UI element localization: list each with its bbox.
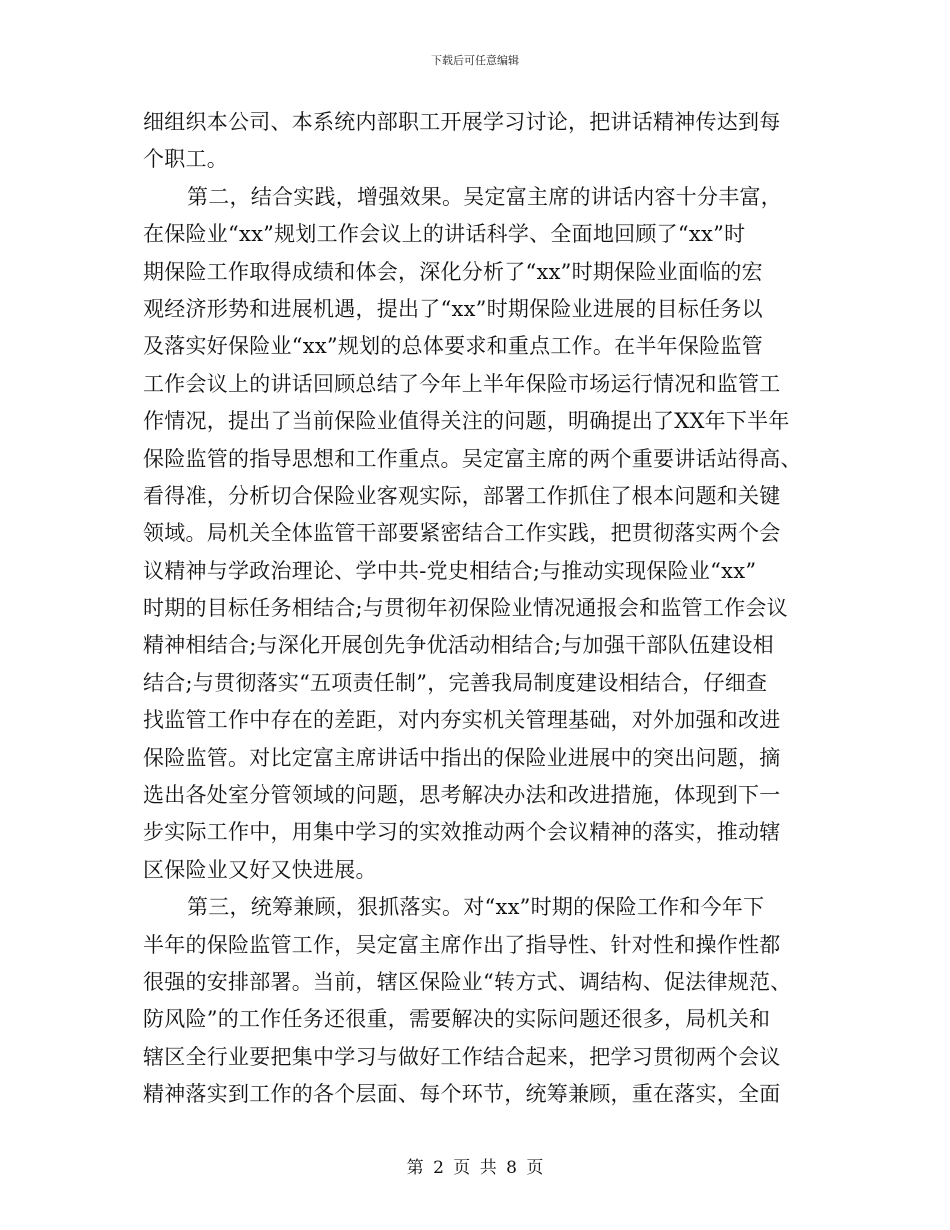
text-line: 保险监管。对比定富主席讲话中指出的保险业进展中的突出问题，摘	[143, 745, 781, 770]
document-body	[143, 104, 803, 1114]
text-line: 及落实好保险业“xx”规划的总体要求和重点工作。在半年保险监管	[143, 334, 763, 359]
text-line: 议精神与学政治理论、学中共-党史相结合;与推动实现保险业“xx”	[143, 558, 757, 583]
text-line: 精神相结合;与深化开展创先争优活动相结合;与加强干部队伍建设相	[143, 633, 774, 658]
page-header: 下载后可任意编辑	[431, 54, 519, 67]
paragraph-start-line: 第三，统筹兼顾，狠抓落实。对“xx”时期的保险工作和今年下	[187, 895, 765, 920]
text-line: 在保险业“xx”规划工作会议上的讲话科学、全面地回顾了“xx”时	[143, 222, 746, 247]
text-line: 期保险工作取得成绩和体会，深化分析了“xx”时期保险业面临的宏	[143, 259, 763, 284]
text-line: 选出各处室分管领域的问题，思考解决办法和改进措施，体现到下一	[143, 783, 781, 808]
text-line: 保险监管的指导思想和工作重点。吴定富主席的两个重要讲话站得高、	[143, 446, 802, 471]
text-line: 观经济形势和进展机遇，提出了“xx”时期保险业进展的目标任务以	[143, 296, 763, 321]
text-line: 结合;与贯彻落实“五项责任制”，完善我局制度建设相结合，仔细查	[143, 670, 768, 695]
text-line: 半年的保险监管工作，吴定富主席作出了指导性、针对性和操作性都	[143, 932, 781, 957]
text-line: 个职工。	[143, 147, 228, 172]
text-line: 辖区全行业要把集中学习与做好工作结合起来，把学习贯彻两个会议	[143, 1044, 781, 1069]
text-line: 很强的安排部署。当前，辖区保险业“转方式、调结构、促法律规范、	[143, 969, 792, 994]
text-line: 步实际工作中，用集中学习的实效推动两个会议精神的落实，推动辖	[143, 820, 781, 845]
text-line: 领域。局机关全体监管干部要紧密结合工作实践，把贯彻落实两个会	[143, 521, 781, 546]
text-line: 区保险业又好又快进展。	[143, 857, 377, 882]
text-line: 时期的目标任务相结合;与贯彻年初保险业情况通报会和监管工作会议	[143, 596, 788, 621]
text-line: 作情况，提出了当前保险业值得关注的问题，明确提出了XX年下半年	[143, 409, 790, 434]
page-number-footer: 第 2 页 共 8 页	[406, 1158, 544, 1178]
paragraph-start-line: 第二，结合实践，增强效果。吴定富主席的讲话内容十分丰富，	[187, 184, 782, 209]
text-line: 工作会议上的讲话回顾总结了今年上半年保险市场运行情况和监管工	[143, 371, 781, 396]
text-line: 精神落实到工作的各个层面、每个环节，统筹兼顾，重在落实，全面	[143, 1082, 781, 1107]
text-line: 找监管工作中存在的差距，对内夯实机关管理基础，对外加强和改进	[143, 708, 781, 733]
text-line: 细组织本公司、本系统内部职工开展学习讨论，把讲话精神传达到每	[143, 110, 781, 134]
text-line: 看得准，分析切合保险业客观实际，部署工作抓住了根本问题和关键	[143, 483, 781, 508]
text-line: 防风险”的工作任务还很重，需要解决的实际问题还很多，局机关和	[143, 1007, 771, 1032]
